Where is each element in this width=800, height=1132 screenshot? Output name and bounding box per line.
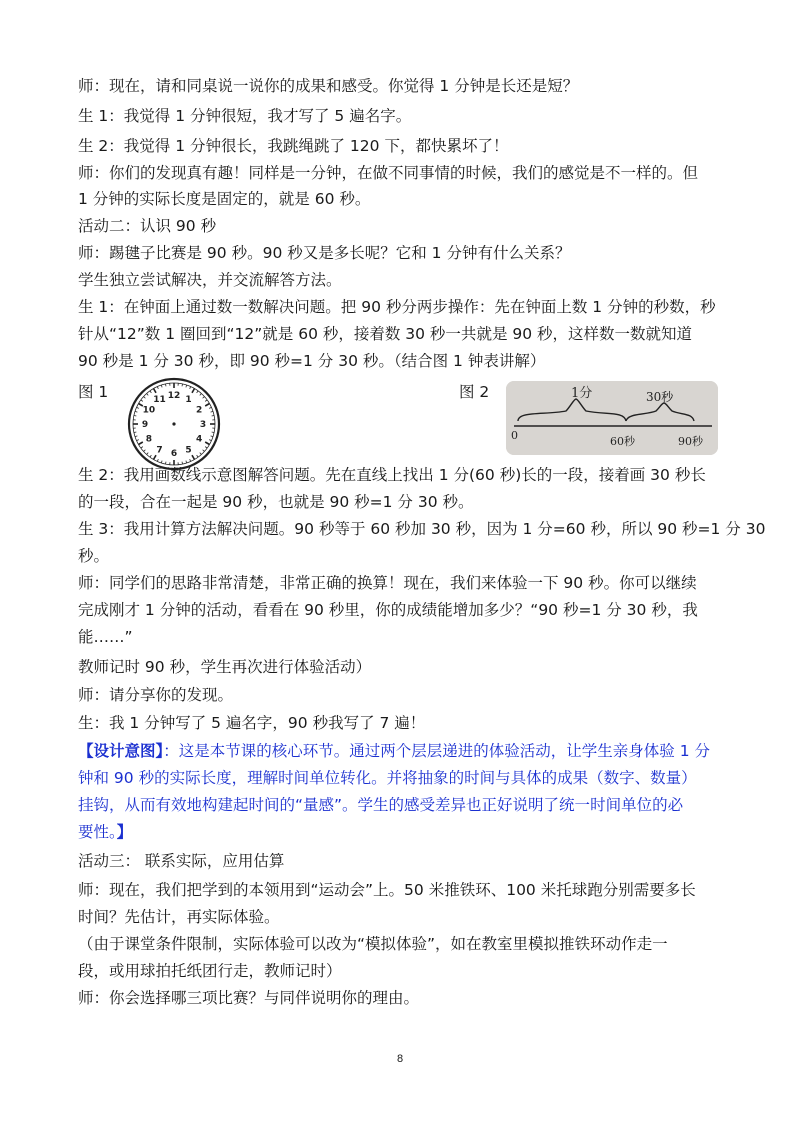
clock-figure bbox=[126, 376, 222, 472]
label-60-seconds: 60秒 bbox=[610, 435, 635, 448]
text-line: 1 分钟的实际长度是固定的，就是 60 秒。 bbox=[78, 190, 371, 208]
text-line: 师：你们的发现真有趣！同样是一分钟，在做不同事情的时候，我们的感觉是不一样的。但 bbox=[78, 164, 699, 182]
clock-number: 8 bbox=[145, 434, 153, 445]
label-30-seconds: 30秒 bbox=[646, 390, 674, 404]
clock-tick bbox=[165, 462, 166, 464]
clock-tick bbox=[134, 432, 136, 433]
clock-number: 5 bbox=[185, 445, 192, 456]
text-line: 能……” bbox=[78, 628, 133, 646]
clock-number: 2 bbox=[195, 405, 203, 416]
text-line: 师：现在，请和同桌说一说你的成果和感受。你觉得 1 分钟是长还是短？ bbox=[78, 77, 579, 95]
clock-number: 9 bbox=[141, 420, 149, 431]
clock-number: 6 bbox=[170, 449, 178, 460]
clock-number: 11 bbox=[153, 395, 166, 406]
text-line: 生 1：在钟面上通过数一数解决问题。把 90 秒分两步操作：先在钟面上数 1 分钟的秒数，秒 bbox=[78, 298, 716, 316]
text-line: 师：请分享你的发现。 bbox=[78, 686, 234, 704]
label-zero: 0 bbox=[511, 429, 518, 442]
design-intent-line: 【设计意图】：这是本节课的核心环节。通过两个层层递进的体验活动，让学生亲身体验 1 分 bbox=[78, 742, 710, 760]
number-line-photo bbox=[506, 381, 718, 455]
text-line: 师：同学们的思路非常清楚，非常正确的换算！现在，我们来体验一下 90 秒。你可以继续 bbox=[78, 574, 697, 592]
text-line: 学生独立尝试解决，并交流解答方法。 bbox=[78, 271, 342, 289]
text-line: 生 1：我觉得 1 分钟很短，我才写了 5 遍名字。 bbox=[78, 107, 412, 125]
figure-2-label: 图 2 bbox=[459, 383, 490, 401]
design-intent-label: 【设计意图】 bbox=[78, 742, 164, 760]
clock-number: 4 bbox=[195, 434, 203, 445]
clock-number: 12 bbox=[167, 391, 181, 402]
text-line: 完成刚才 1 分钟的活动，看看在 90 秒里，你的成绩能增加多少？“90 秒=1 分 30 秒，我 bbox=[78, 601, 698, 619]
text-line: 针从“12”数 1 圈回到“12”就是 60 秒，接着数 30 秒一共就是 90 秒，这样数一数就知道 bbox=[78, 325, 693, 343]
clock-number: 10 bbox=[142, 405, 156, 416]
clock-number: 7 bbox=[156, 445, 163, 456]
clock-tick bbox=[165, 384, 166, 386]
label-90-seconds: 90秒 bbox=[678, 435, 703, 448]
text-line: 生 2：我用画数线示意图解答问题。先在直线上找出 1 分(60 秒)长的一段，接着画 30 秒长 bbox=[78, 466, 706, 484]
text-line: （由于课堂条件限制，实际体验可以改为“模拟体验”，如在教室里模拟推铁环动作走一 bbox=[78, 935, 668, 953]
text-line: 生 2：我觉得 1 分钟很长，我跳绳跳了 120 下，都快累坏了！ bbox=[78, 137, 509, 155]
clock-tick bbox=[182, 462, 183, 464]
activity-heading: 活动二：认识 90 秒 bbox=[78, 217, 217, 235]
figure-1-label: 图 1 bbox=[78, 383, 109, 401]
text-line: 的一段，合在一起是 90 秒，也就是 90 秒=1 分 30 秒。 bbox=[78, 493, 474, 511]
clock-tick bbox=[134, 415, 136, 416]
clock-tick bbox=[212, 415, 214, 416]
text-line: 段，或用球拍托纸团行走，教师记时） bbox=[78, 962, 342, 980]
clock-tick bbox=[212, 432, 214, 433]
activity-heading: 活动三： 联系实际，应用估算 bbox=[78, 852, 285, 870]
text-line: 时间？先估计，再实际体验。 bbox=[78, 908, 280, 926]
design-intent-line: 钟和 90 秒的实际长度，理解时间单位转化。并将抽象的时间与具体的成果（数字、数量） bbox=[78, 769, 697, 787]
clock-number: 1 bbox=[185, 395, 192, 406]
text-line: 秒。 bbox=[78, 547, 110, 565]
text-line: 师：现在，我们把学到的本领用到“运动会”上。50 米推铁环、100 米托球跑分别需要多长 bbox=[78, 881, 696, 899]
clock-number: 3 bbox=[199, 420, 207, 431]
text-line: 90 秒是 1 分 30 秒，即 90 秒=1 分 30 秒。（结合图 1 钟表讲解） bbox=[78, 352, 546, 370]
text-line: 师：你会选择哪三项比赛？与同伴说明你的理由。 bbox=[78, 989, 420, 1007]
label-1-minute: 1分 bbox=[571, 386, 593, 401]
design-intent-line: 挂钩，从而有效地构建起时间的“量感”。学生的感受差异也正好说明了统一时间单位的必 bbox=[78, 796, 684, 814]
text-line: 生：我 1 分钟写了 5 遍名字，90 秒我写了 7 遍！ bbox=[78, 714, 426, 732]
text-line: 教师记时 90 秒，学生再次进行体验活动） bbox=[78, 658, 372, 676]
text-line: 生 3：我用计算方法解决问题。90 秒等于 60 秒加 30 秒，因为 1 分=60 秒，所以 90 秒=1 分 30 bbox=[78, 520, 766, 538]
design-intent-line: 要性。】 bbox=[78, 823, 133, 841]
page-number: 8 bbox=[396, 1053, 404, 1065]
text-line: 师：踢毽子比赛是 90 秒。90 秒又是多长呢？它和 1 分钟有什么关系？ bbox=[78, 244, 571, 262]
clock-tick bbox=[182, 384, 183, 386]
